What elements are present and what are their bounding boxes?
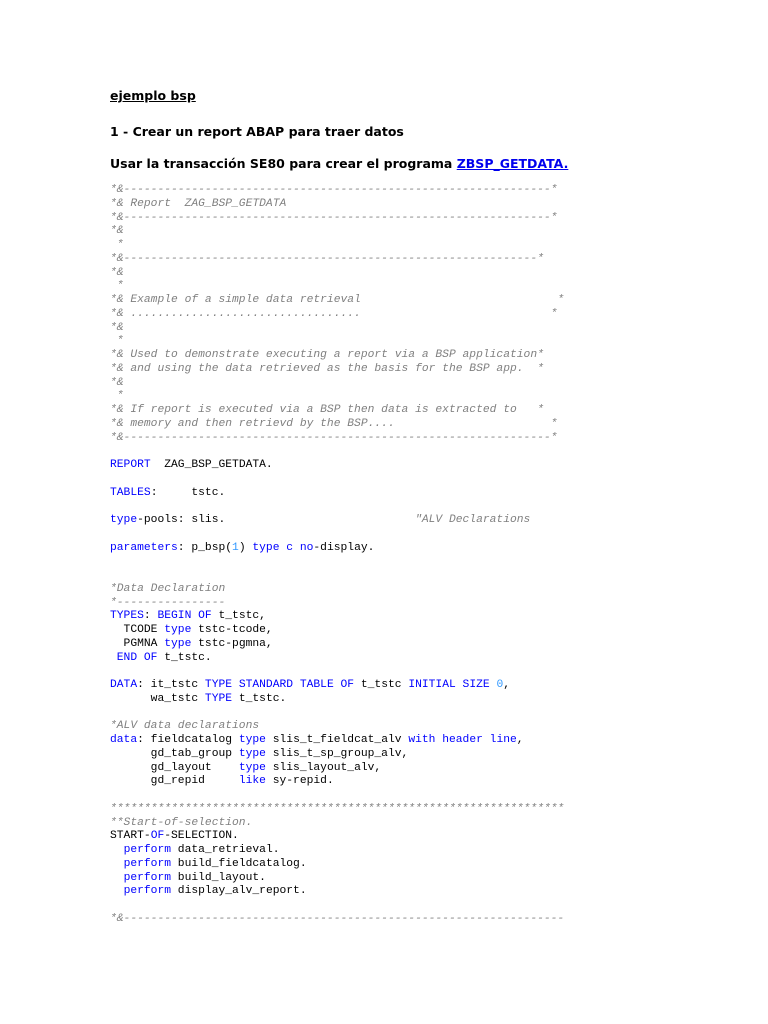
- code-line: [110, 432, 564, 446]
- code-line: [110, 624, 564, 638]
- code-comment: *&---------------------------------------------------------------*: [110, 211, 558, 224]
- code-comment: *&: [110, 321, 124, 334]
- code-line: [110, 569, 564, 583]
- code-text: slis_layout_alv,: [265, 761, 382, 774]
- code-keyword: type: [238, 734, 266, 746]
- code-text: ZAG_BSP_GETDATA.: [150, 459, 273, 471]
- code-line: [110, 899, 564, 913]
- code-comment: *******************************************************************: [110, 802, 565, 815]
- code-comment: *& and using the data retrieved as the basis for the BSP app. *: [110, 362, 544, 375]
- code-line: [110, 720, 564, 734]
- code-keyword: END OF: [116, 651, 158, 664]
- code-text: : tstc.: [150, 486, 226, 499]
- code-text: display_alv_report.: [171, 885, 307, 898]
- code-line: [110, 528, 564, 542]
- code-comment: *&: [110, 376, 124, 389]
- code-line: [110, 665, 564, 679]
- code-line: [110, 885, 564, 899]
- code-line: [110, 487, 564, 501]
- code-line: [110, 514, 564, 528]
- code-line: [110, 225, 564, 239]
- code-line: [110, 377, 564, 391]
- code-line: [110, 734, 564, 748]
- code-number: 0: [496, 679, 504, 691]
- code-line: [110, 693, 564, 707]
- code-keyword: OF: [150, 830, 165, 843]
- code-line: [110, 707, 564, 721]
- code-comment: *----------------: [110, 596, 226, 609]
- code-text: tstc-pgmna,: [191, 637, 273, 650]
- code-line: [110, 542, 564, 556]
- code-comment: **Start-of-selection.: [110, 816, 253, 829]
- code-comment: "ALV Declarations: [415, 514, 531, 526]
- code-text: -SELECTION.: [164, 830, 239, 843]
- code-comment: *: [110, 239, 124, 251]
- code-line: [110, 748, 564, 762]
- code-text: [110, 844, 124, 856]
- code-comment: *: [110, 280, 124, 293]
- code-line: [110, 322, 564, 336]
- code-text: build_layout.: [171, 871, 266, 884]
- code-text: [293, 542, 300, 554]
- code-keyword: type: [238, 747, 266, 760]
- code-line: [110, 844, 564, 858]
- code-comment: *&---------------------------------------------------------------*: [110, 431, 558, 444]
- instruction-line: [110, 156, 568, 171]
- code-line: [110, 830, 564, 844]
- code-line: [110, 500, 564, 514]
- code-line: [110, 679, 564, 693]
- code-text: sy-repid.: [265, 775, 334, 788]
- code-line: [110, 184, 564, 198]
- code-text: t_tstc,: [211, 610, 266, 623]
- code-comment: *& If report is executed via a BSP then data is extracted to *: [110, 404, 544, 416]
- code-line: [110, 817, 564, 831]
- code-keyword: perform: [123, 885, 172, 898]
- code-comment: *& Used to demonstrate executing a report via a BSP application*: [110, 349, 544, 361]
- code-line: [110, 583, 564, 597]
- code-text: gd_repid: [110, 775, 239, 788]
- code-text: [110, 652, 117, 664]
- code-comment: *&-------------------------------------------------------------*: [110, 252, 544, 265]
- code-line: [110, 349, 564, 363]
- code-line: [110, 335, 564, 349]
- code-line: [110, 390, 564, 404]
- code-keyword: c: [286, 541, 294, 554]
- code-keyword: type: [164, 637, 192, 650]
- code-line: [110, 280, 564, 294]
- code-line: [110, 775, 564, 789]
- program-link[interactable]: ZBSP_GETDATA.: [456, 156, 569, 171]
- code-line: [110, 762, 564, 776]
- code-line: [110, 610, 564, 624]
- code-comment: *Data Declaration: [110, 582, 226, 595]
- code-line: [110, 418, 564, 432]
- code-line: [110, 294, 564, 308]
- code-keyword: BEGIN OF: [157, 610, 212, 623]
- code-text: -display.: [313, 541, 375, 554]
- code-text: : fieldcatalog: [137, 734, 239, 746]
- code-line: [110, 858, 564, 872]
- code-keyword: parameters: [110, 541, 178, 554]
- code-text: build_fieldcatalog.: [171, 857, 307, 870]
- code-comment: *& memory and then retrievd by the BSP.... *: [110, 417, 558, 430]
- code-line: [110, 239, 564, 253]
- code-line: [110, 445, 564, 459]
- code-line: [110, 913, 564, 927]
- code-text: data_retrieval.: [171, 844, 280, 856]
- code-text: tstc-tcode,: [191, 624, 273, 636]
- code-text: t_tstc.: [232, 692, 287, 705]
- code-line: [110, 789, 564, 803]
- code-keyword: perform: [123, 871, 172, 884]
- code-keyword: TABLES: [110, 486, 151, 499]
- code-text: START-: [110, 830, 151, 843]
- code-line: [110, 198, 564, 212]
- code-text: [110, 872, 124, 884]
- code-text: t_tstc: [354, 679, 409, 691]
- code-line: [110, 308, 564, 322]
- code-keyword: TYPE: [204, 692, 233, 705]
- code-keyword: with header line: [408, 734, 517, 746]
- code-keyword: like: [238, 775, 266, 788]
- code-text: : it_tstc: [137, 679, 205, 691]
- code-keyword: type: [164, 624, 192, 636]
- code-keyword: DATA: [110, 679, 138, 691]
- code-comment: *& Report ZAG_BSP_GETDATA: [110, 197, 287, 210]
- code-line: [110, 872, 564, 886]
- code-text: gd_layout: [110, 761, 239, 774]
- code-text: ): [238, 541, 253, 554]
- code-line: [110, 459, 564, 473]
- code-keyword: no: [299, 541, 314, 554]
- code-comment: *& Example of a simple data retrieval *: [110, 294, 565, 306]
- code-text: ,: [516, 734, 524, 746]
- code-comment: *&---------------------------------------------------------------*: [110, 184, 558, 196]
- instruction-text: Usar la transacción SE80 para crear el programa: [110, 156, 457, 171]
- code-text: ,: [503, 679, 511, 691]
- code-keyword: type: [238, 761, 266, 774]
- code-text: : p_bsp(: [177, 541, 233, 554]
- code-text: slis_t_fieldcat_alv: [265, 734, 409, 746]
- code-keyword: INITIAL SIZE: [408, 679, 490, 691]
- code-text: slis_t_sp_group_alv,: [265, 747, 409, 760]
- code-line: [110, 803, 564, 817]
- code-number: 1: [232, 541, 239, 554]
- code-text: wa_tstc: [110, 692, 205, 705]
- code-comment: *: [110, 335, 124, 348]
- code-line: [110, 638, 564, 652]
- code-keyword: type: [110, 514, 138, 526]
- step-heading: 1 - Crear un report ABAP para traer datos: [110, 124, 404, 139]
- code-comment: *&: [110, 266, 124, 279]
- code-text: [110, 885, 124, 897]
- code-line: [110, 253, 564, 267]
- code-keyword: TYPES: [110, 610, 144, 623]
- code-text: [110, 858, 124, 870]
- code-keyword: TYPE STANDARD TABLE OF: [204, 679, 355, 691]
- code-text: PGMNA: [110, 637, 165, 650]
- code-text: :: [143, 610, 158, 623]
- code-comment: *ALV data declarations: [110, 720, 260, 733]
- code-text: -pools: slis.: [137, 514, 416, 526]
- code-line: [110, 597, 564, 611]
- abap-code-block: [110, 184, 564, 927]
- code-keyword: type: [252, 541, 280, 554]
- document-title: ejemplo bsp: [110, 88, 196, 103]
- code-line: [110, 363, 564, 377]
- code-line: [110, 473, 564, 487]
- code-text: TCODE: [110, 624, 165, 636]
- code-line: [110, 267, 564, 281]
- code-line: [110, 652, 564, 666]
- code-line: [110, 212, 564, 226]
- code-line: [110, 404, 564, 418]
- code-line: [110, 555, 564, 569]
- code-keyword: perform: [123, 844, 172, 856]
- code-keyword: REPORT: [110, 459, 151, 471]
- code-comment: *&-----------------------------------------------------------------: [110, 912, 565, 925]
- code-comment: *& .................................. *: [110, 307, 558, 320]
- code-text: gd_tab_group: [110, 747, 239, 760]
- code-keyword: perform: [123, 857, 172, 870]
- code-comment: *: [110, 390, 124, 403]
- code-text: t_tstc.: [157, 651, 212, 664]
- code-comment: *&: [110, 225, 124, 238]
- code-keyword: data: [110, 734, 138, 746]
